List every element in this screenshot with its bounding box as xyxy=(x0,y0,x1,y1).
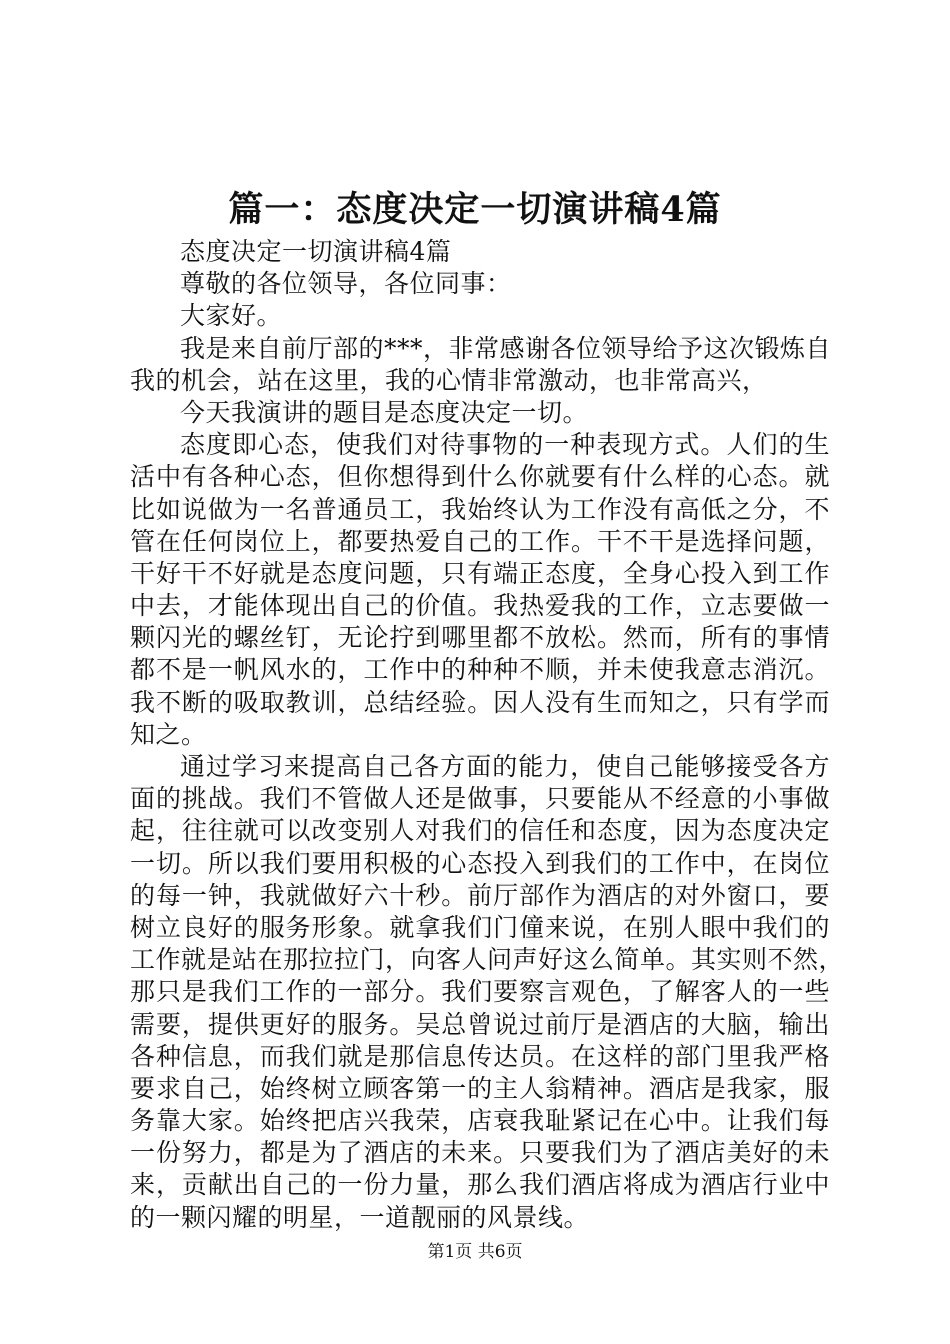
text-line: 要求自己，始终树立顾客第一的主人翁精神。酒店是我家，服 xyxy=(130,1073,830,1103)
text-line: 知之。 xyxy=(130,719,207,749)
text-line: 态度即心态，使我们对待事物的一种表现方式。人们的生 xyxy=(180,430,830,460)
text-line: 的每一钟，我就做好六十秒。前厅部作为酒店的对外窗口，要 xyxy=(130,880,830,910)
text-line: 来，贡献出自己的一份力量，那么我们酒店将成为酒店行业中 xyxy=(130,1170,830,1200)
text-line: 我的机会，站在这里，我的心情非常激动，也非常高兴， xyxy=(130,365,768,395)
document-body xyxy=(130,236,845,1234)
text-line: 需要，提供更好的服务。吴总曾说过前厅是酒店的大脑，输出 xyxy=(130,1009,830,1039)
text-line: 干好干不好就是态度问题，只有端正态度，全身心投入到工作 xyxy=(130,558,830,588)
text-line: 一份努力，都是为了酒店的未来。只要我们为了酒店美好的未 xyxy=(130,1138,830,1168)
text-line: 各种信息，而我们就是那信息传达员。在这样的部门里我严格 xyxy=(130,1041,830,1071)
text-line: 我是来自前厅部的***，非常感谢各位领导给予这次锻炼自 xyxy=(180,333,832,363)
text-line: 通过学习来提高自己各方面的能力，使自己能够接受各方 xyxy=(180,752,830,781)
text-line: 面的挑战。我们不管做人还是做事，只要能从不经意的小事做 xyxy=(130,784,830,814)
text-line: 大家好。 xyxy=(180,301,283,331)
text-line: 那只是我们工作的一部分。我们要察言观色，了解客人的一些 xyxy=(130,977,830,1007)
text-line: 尊敬的各位领导，各位同事： xyxy=(180,269,512,299)
text-line: 中去，才能体现出自己的价值。我热爱我的工作，立志要做一 xyxy=(130,591,830,621)
text-line: 活中有各种心态，但你想得到什么你就要有什么样的心态。就 xyxy=(130,462,830,492)
text-line: 比如说做为一名普通员工，我始终认为工作没有高低之分，不 xyxy=(130,494,830,524)
text-line: 务靠大家。始终把店兴我荣，店衰我耻紧记在心中。让我们每 xyxy=(130,1106,830,1136)
text-line: 的一颗闪耀的明星，一道靓丽的风景线。 xyxy=(130,1202,590,1232)
text-line: 我不断的吸取教训，总结经验。因人没有生而知之，只有学而 xyxy=(130,687,830,717)
text-line: 管在任何岗位上，都要热爱自己的工作。干不干是选择问题， xyxy=(130,526,830,556)
text-line: 树立良好的服务形象。就拿我们门僮来说，在别人眼中我们的 xyxy=(130,912,830,942)
text-line: 一切。所以我们要用积极的心态投入到我们的工作中，在岗位 xyxy=(130,848,830,878)
text-line: 颗闪光的螺丝钉，无论拧到哪里都不放松。然而，所有的事情 xyxy=(130,623,830,653)
text-line: 工作就是站在那拉拉门，向客人问声好这么简单。其实则不然， xyxy=(130,945,845,975)
text-line: 今天我演讲的题目是态度决定一切。 xyxy=(180,397,589,427)
text-line: 态度决定一切演讲稿4篇 xyxy=(180,237,452,266)
document-title: 篇一：态度决定一切演讲稿4篇 xyxy=(228,189,722,230)
page-footer: 第1页 共6页 xyxy=(427,1242,523,1262)
text-line: 都不是一帆风水的，工作中的种种不顺，并未使我意志消沉。 xyxy=(130,655,830,685)
text-line: 起，往往就可以改变别人对我们的信任和态度，因为态度决定 xyxy=(130,816,830,846)
